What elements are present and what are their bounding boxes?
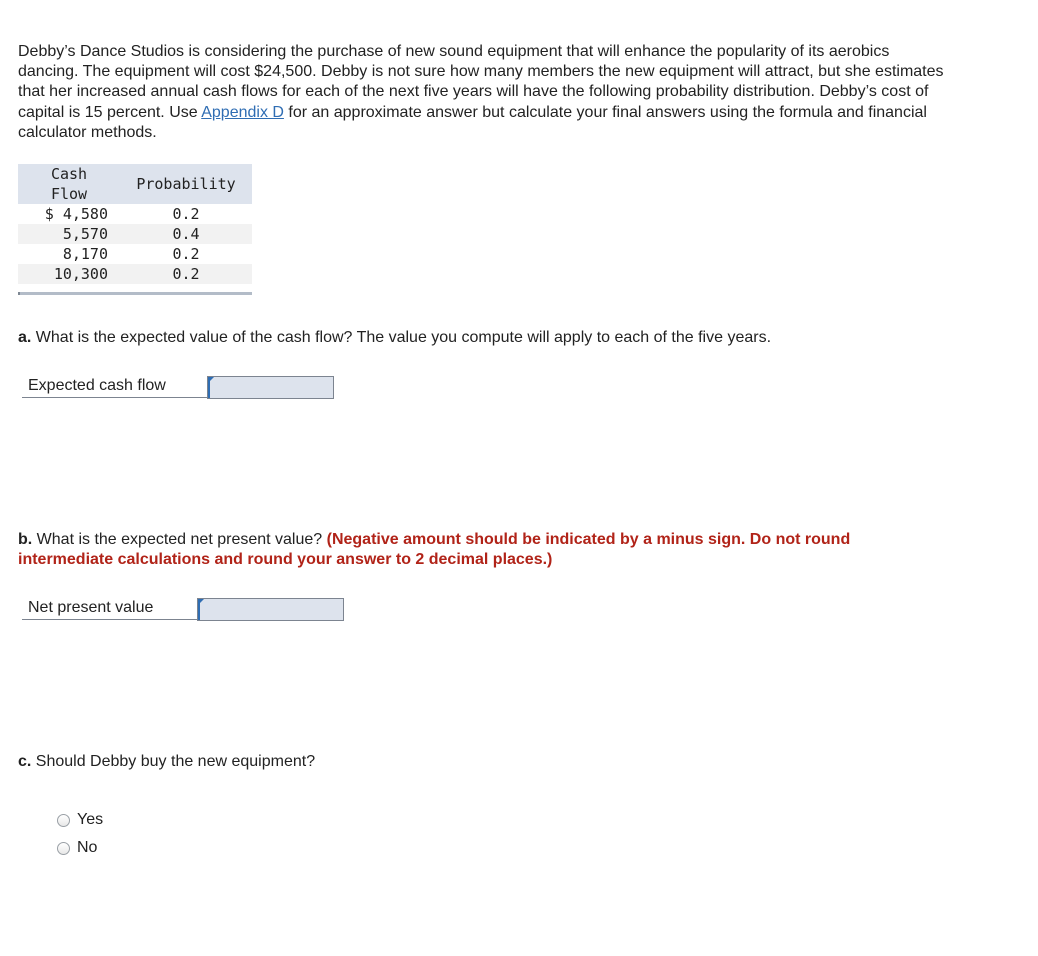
header-cash-flow: Cash Flow	[18, 164, 120, 204]
table-row	[18, 224, 252, 244]
input-cursor	[198, 599, 200, 620]
question-b	[18, 530, 948, 570]
input-cursor	[208, 377, 210, 398]
expected-cash-flow-input[interactable]	[207, 376, 334, 399]
table-row	[18, 264, 252, 284]
option-no[interactable]	[57, 838, 97, 858]
intro-text-end: for an approximate answer but calculate your final answers using the formula and financial calculator methods.	[18, 103, 927, 141]
cash-flow-cell: $ 4,580	[44, 205, 108, 223]
probability-cell: 0.4	[120, 224, 252, 244]
appendix-d-link[interactable]: Appendix D	[201, 103, 284, 121]
table-header-row	[18, 164, 252, 204]
option-yes[interactable]	[57, 810, 103, 830]
option-no-label: No	[77, 839, 98, 856]
question-b-label: b.	[18, 531, 33, 548]
radio-yes[interactable]	[57, 814, 70, 827]
question-c-label: c.	[18, 753, 32, 770]
table-row	[18, 204, 252, 224]
cash-flow-cell: 8,170	[62, 245, 108, 263]
net-present-value-input[interactable]	[197, 598, 344, 621]
header-probability: Probability	[120, 164, 252, 204]
question-c-text: Should Debby buy the new equipment?	[31, 753, 316, 770]
table-row	[18, 244, 252, 264]
problem-statement	[18, 42, 948, 143]
probability-cell: 0.2	[120, 264, 252, 284]
option-yes-label: Yes	[77, 811, 104, 828]
question-b-instruction: (Negative amount should be indicated by a minus sign. Do not round intermediate calculations and round your answer to 2 decimal places.)	[18, 531, 851, 568]
question-a	[18, 328, 771, 348]
net-present-value-label: Net present value	[22, 598, 198, 620]
question-a-text: What is the expected value of the cash flow? The value you compute will apply to each of the five years.	[31, 329, 772, 346]
cash-flow-cell: 10,300	[18, 264, 120, 284]
cash-flow-cell: 5,570	[18, 224, 120, 244]
question-b-text: What is the expected net present value?	[32, 531, 327, 548]
probability-cell: 0.2	[172, 205, 200, 223]
intro-text: Debby’s Dance Studios is considering the purchase of new sound equipment that will enhance the popularity of its aerobics dancing. The equipment will cost $24,500. Debby is not sure how many members the new equipment will attract, but she estimates that her increased annual cash flows for each of the next five years will have the following probability distribution. Debby’s cost of capital is 15 percent. Use	[18, 43, 944, 121]
question-a-label: a.	[18, 329, 32, 346]
expected-cash-flow-label: Expected cash flow	[22, 376, 208, 398]
question-c	[18, 752, 315, 772]
table-bottom-rule	[18, 292, 252, 295]
radio-no[interactable]	[57, 842, 70, 855]
probability-cell: 0.2	[172, 245, 200, 263]
cash-flow-table	[18, 164, 252, 284]
